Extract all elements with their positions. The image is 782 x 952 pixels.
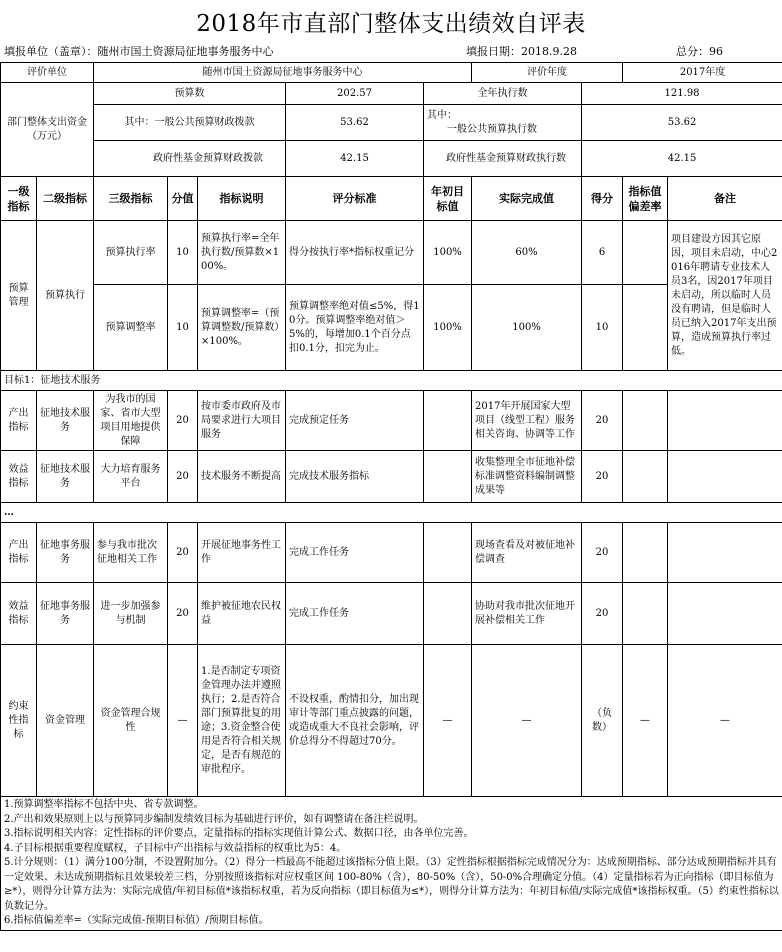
header-got: 得分 (582, 177, 623, 221)
note-item: 2.产出和效果原则上以与预算同步编制发绩效目标为基础进行评价，如有调整请在备注栏说明。 (4, 813, 424, 825)
header-remark: 备注 (668, 177, 782, 221)
eval-unit-label: 评价单位 (1, 63, 94, 83)
header-standard: 评分标准 (286, 177, 424, 221)
row-standard: 完成工作任务 (286, 583, 424, 645)
general-exec-value: 53.62 (582, 105, 782, 141)
constraint-target: — (424, 645, 472, 797)
row-score: 10 (168, 221, 198, 285)
row-level3: 为我市的国家、省市大型项目用地提供保障 (94, 391, 168, 451)
row-target (424, 583, 472, 645)
row-standard: 预算调整率绝对值≤5%，得10分。预算调整率绝对值＞5%的，每增加0.1个百分点扣0.1分，扣完为止。 (286, 285, 424, 371)
exec-value: 121.98 (582, 83, 782, 105)
constraint-desc: 1.是否制定专项资金管理办法并遵照执行；2.是否符合部门预算批复的用途；3.资金整合使用是否符合相关规定，是否有规范的审批程序。 (198, 645, 286, 797)
header-level2: 二级指标 (37, 177, 94, 221)
row-level1: 效益指标 (1, 583, 37, 645)
basic-row-unit (1, 63, 782, 83)
report-date-label: 填报日期： (466, 45, 521, 58)
total-score-label: 总分： (676, 45, 709, 58)
row-desc: 开展征地事务性工作 (198, 523, 286, 583)
row-remark (668, 451, 782, 503)
row-actual: 2017年开展国家大型项目（线型工程）服务相关咨询、协调等工作 (472, 391, 582, 451)
header-desc: 指标说明 (198, 177, 286, 221)
constraint-standard: 不设权重，酌情扣分，加出现审计等部门重点披露的问题，或造成重大不良社会影响，评价总得分不得超过70分。 (286, 645, 424, 797)
fund-budget-value: 42.15 (286, 141, 424, 177)
row-deviation (623, 523, 668, 583)
basic-row-budget (1, 83, 782, 105)
note-item: 4.子目标根据重要程度赋权，子目标中产出指标与效益指标的权重比为5：4。 (4, 842, 347, 854)
constraint-remark: — (668, 645, 782, 797)
row-score: 20 (168, 451, 198, 503)
row-deviation (623, 221, 668, 285)
general-exec-label-line1: 其中： (427, 109, 457, 121)
budget-value: 202.57 (286, 83, 424, 105)
constraint-level3: 资金管理合规性 (94, 645, 168, 797)
notes-cell (1, 797, 782, 931)
row-desc: 预算调整率=（预算调整数/预算数）×100%。 (198, 285, 286, 371)
general-exec-label-line2: 一般公共预算执行数 (447, 123, 537, 135)
row-got: 6 (582, 221, 623, 285)
row-remark (668, 583, 782, 645)
header-level1: 一级指标 (1, 177, 37, 221)
row-standard: 完成预定任务 (286, 391, 424, 451)
table-row (1, 451, 782, 503)
budget-label: 预算数 (94, 83, 286, 105)
table-row (1, 583, 782, 645)
note-item: 6.指标值偏差率=（实际完成值-预期目标值）/预期目标值。 (4, 915, 269, 926)
row-deviation (623, 285, 668, 371)
row-target (424, 451, 472, 503)
total-score-value: 96 (709, 45, 723, 58)
budget-level2: 预算执行 (37, 221, 94, 371)
constraint-actual: — (472, 645, 582, 797)
total-score (676, 44, 723, 60)
row-deviation (623, 583, 668, 645)
constraint-score: — (168, 645, 198, 797)
reporting-unit-label: 填报单位（盖章）： (4, 45, 98, 58)
row-deviation (623, 451, 668, 503)
row-target: 100% (424, 285, 472, 371)
reporting-unit-value: 随州市国土资源局征地事务服务中心 (97, 45, 274, 58)
row-actual: 100% (472, 285, 582, 371)
header-level3: 三级指标 (94, 177, 168, 221)
table-row (1, 645, 782, 797)
table-row (1, 523, 782, 583)
eval-year-label: 评价年度 (472, 63, 623, 83)
constraint-level1: 约束性指标 (1, 645, 37, 797)
eval-year-value: 2017年度 (623, 63, 782, 83)
row-actual: 收集整理全市征地补偿标准调整资料编制调整成果等 (472, 451, 582, 503)
basic-row-fund (1, 141, 782, 177)
budget-remark: 项目建设方因其它原因，项目未启动，中心2016年聘请专业技术人员3名，因2017年项目未启动，所以临时人员没有聘请，但是临时人员已纳入2017年支出预算，造成预算执行率过低。 (668, 221, 782, 371)
table-row (1, 391, 782, 451)
row-level3: 预算调整率 (94, 285, 168, 371)
row-got: 20 (582, 391, 623, 451)
table-header (1, 177, 782, 221)
header-deviation: 指标值偏差率 (623, 177, 668, 221)
row-desc: 技术服务不断提高 (198, 451, 286, 503)
row-level2: 征地技术服务 (37, 391, 94, 451)
page-title: 2018年市直部门整体支出绩效自评表 (196, 11, 586, 37)
fund-exec-value: 42.15 (582, 141, 782, 177)
row-desc: 预算执行率=全年执行数/预算数×100%。 (198, 221, 286, 285)
budget-level1: 预算管理 (1, 221, 37, 371)
fund-exec-label: 政府性基金预算财政执行数 (424, 141, 582, 177)
row-level3: 进一步加强参与机制 (94, 583, 168, 645)
constraint-level2: 资金管理 (37, 645, 94, 797)
note-item: 1.预算调整率指标不包括中央、省专款调整。 (4, 799, 204, 810)
row-score: 20 (168, 583, 198, 645)
row-actual: 现场查看及对被征地补偿调查 (472, 523, 582, 583)
funds-label: 部门整体支出资金（万元） (1, 83, 94, 177)
row-level1: 效益指标 (1, 451, 37, 503)
header-target: 年初目标值 (424, 177, 472, 221)
note-item: 3.指标说明相关内容：定性指标的评价要点，定量指标的指标实现值计算公式、数据口径，由各单位完善。 (4, 828, 474, 839)
row-got: 20 (582, 583, 623, 645)
row-level1: 产出指标 (1, 391, 37, 451)
reporting-unit (4, 44, 274, 60)
row-got: 20 (582, 451, 623, 503)
evaluation-table (0, 62, 782, 931)
row-score: 20 (168, 391, 198, 451)
row-standard: 完成技术服务指标 (286, 451, 424, 503)
table-row (1, 285, 782, 371)
row-standard: 完成工作任务 (286, 523, 424, 583)
row-desc: 按市委市政府及市局要求进行大项目服务 (198, 391, 286, 451)
eval-unit-value: 随州市国土资源局征地事务服务中心 (94, 63, 472, 83)
header-actual: 实际完成值 (472, 177, 582, 221)
row-got: 10 (582, 285, 623, 371)
header-score: 分值 (168, 177, 198, 221)
note-item: 5.计分规则：（1）满分100分制，不设置附加分。（2）得分一档最高不能超过该指标分值上限。（3）定性指标根据指标完成情况分为：达成预期指标、部分达成预期指标并具有一定效果、未达成预期指标且效果较差三档，分别按照该指标对应权重区间 100-80%（含），80-50%（含），50-0%合理确定分值。（4）定量指标若为正向指标（即目标值为≥*），则得分计算方法为：实际完成值/年初目标值*该指标权重，若为反向指标（即目标值为≤*），则得分计算方法为：年初目标值/实际完成值*该指标权重。（5）约束性指标以负数记分。 (4, 857, 779, 912)
row-score: 10 (168, 285, 198, 371)
row-level3: 大力培育服务平台 (94, 451, 168, 503)
constraint-deviation: — (623, 645, 668, 797)
row-level2: 征地事务服务 (37, 583, 94, 645)
row-level2: 征地技术服务 (37, 451, 94, 503)
row-got: 20 (582, 523, 623, 583)
row-target: 100% (424, 221, 472, 285)
row-deviation (623, 391, 668, 451)
row-target (424, 523, 472, 583)
row-level3: 预算执行率 (94, 221, 168, 285)
row-standard: 得分按执行率*指标权重记分 (286, 221, 424, 285)
goal1-row (1, 371, 782, 391)
general-exec-label (424, 105, 582, 141)
ellipsis-text: … (1, 503, 782, 523)
basic-row-general (1, 105, 782, 141)
notes-row (1, 797, 782, 931)
general-budget-value: 53.62 (286, 105, 424, 141)
table-row (1, 221, 782, 285)
row-level3: 参与我市批次征地相关工作 (94, 523, 168, 583)
row-target (424, 391, 472, 451)
row-remark (668, 523, 782, 583)
row-level2: 征地事务服务 (37, 523, 94, 583)
general-budget-label: 其中：一般公共预算财政拨款 (94, 105, 286, 141)
row-actual: 协助对我市批次征地开展补偿相关工作 (472, 583, 582, 645)
row-remark (668, 391, 782, 451)
row-desc: 维护被征地农民权益 (198, 583, 286, 645)
fund-budget-label: 政府性基金预算财政拨款 (94, 141, 286, 177)
ellipsis-row (1, 503, 782, 523)
exec-label: 全年执行数 (424, 83, 582, 105)
constraint-got: （负数） (582, 645, 623, 797)
row-score: 20 (168, 523, 198, 583)
row-level1: 产出指标 (1, 523, 37, 583)
report-date (466, 44, 577, 60)
report-date-value: 2018.9.28 (521, 45, 577, 58)
goal1-title: 目标1：征地技术服务 (1, 371, 782, 391)
row-actual: 60% (472, 221, 582, 285)
